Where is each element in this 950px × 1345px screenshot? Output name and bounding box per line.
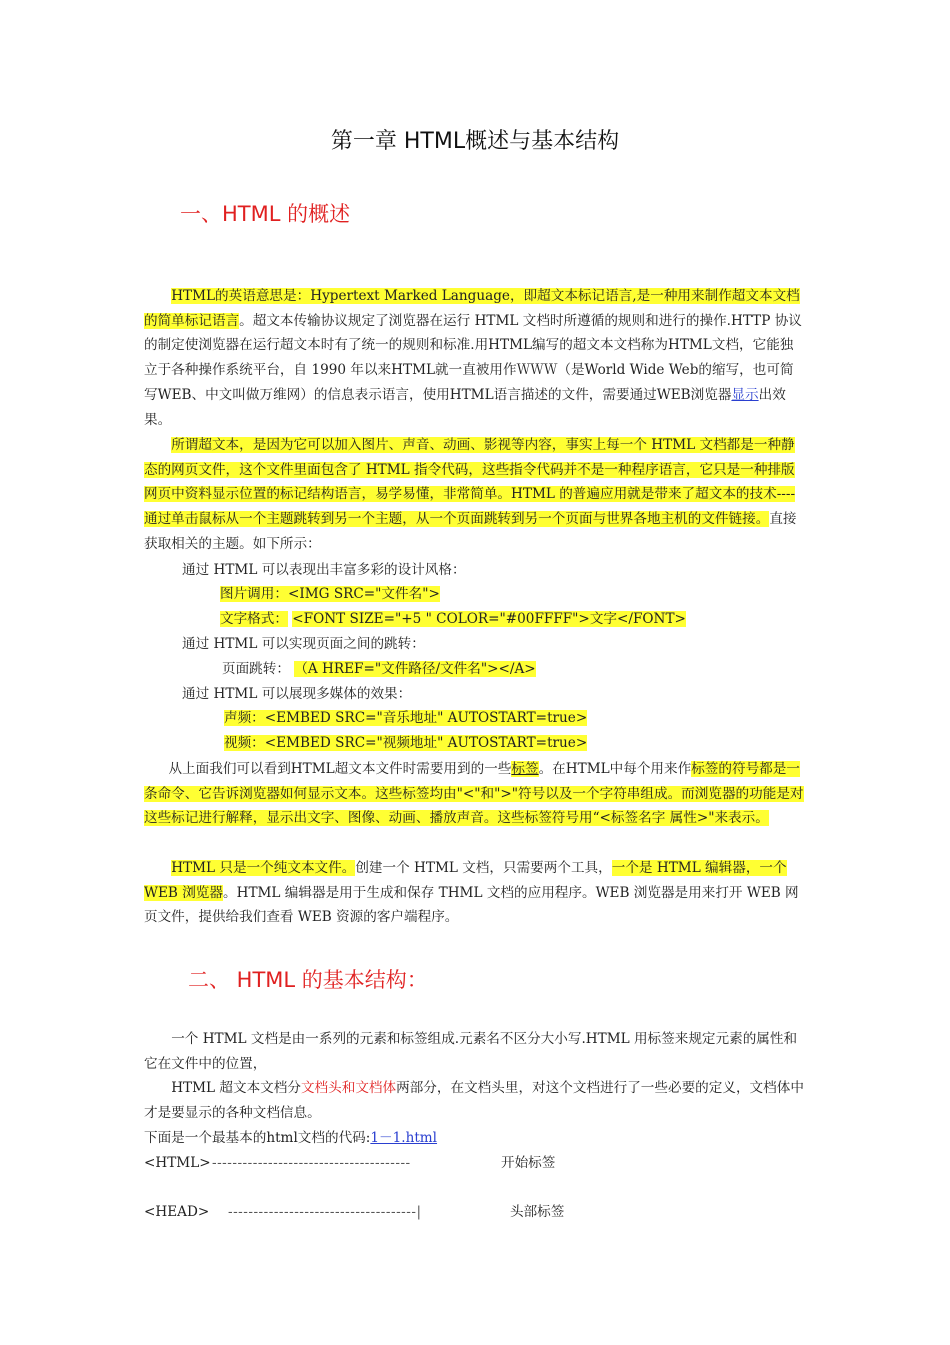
paragraph-text: 创建一个 HTML 文档，只需要两个工具， bbox=[355, 860, 612, 876]
section1-paragraph-3 bbox=[144, 757, 806, 831]
label-text-format: 文字格式： bbox=[220, 611, 288, 627]
link-example-file[interactable]: 1－1.html bbox=[370, 1130, 438, 1146]
paragraph-text: 。超文本传输协议规定了浏览器在运行 HTML 文档时所遵循的规则和进行的操作.HTTP 协议的制定使浏览器在运行超文本时有了统一的规则和标准.用HTML编写的超文本文档称为HTML文档，它能独立于各种操作系统平台，自 1990 年以来HTML就一直被用作ＷＷＷ（是World Wide Web的缩写，也可简写WEB、中文叫做万维网）的信息表示语言，使用HTML语言描述的文件，需要通过WEB浏览器 bbox=[144, 312, 802, 403]
highlight: HTML 只是一个纯文本文件。 bbox=[171, 860, 356, 876]
code-label: 头部标签 bbox=[510, 1204, 565, 1220]
paragraph-text: 两部分，在文档头里，对这个文档进行了一些必要的定义，文档体中才是要显示的各种文档信息。 bbox=[144, 1080, 804, 1121]
paragraph-text: 从上面我们可以看到HTML超文本文件时需要用到的一些 bbox=[168, 761, 512, 777]
section1-paragraph-4 bbox=[144, 856, 806, 930]
code-dash: --------------------------------------- bbox=[212, 1155, 411, 1171]
paragraph-text: HTML 超文本文档分 bbox=[171, 1080, 301, 1096]
list-line-img bbox=[220, 582, 440, 607]
highlight: 一个是 HTML 编辑器，一个 WEB 浏览器 bbox=[144, 860, 787, 901]
list-line-font bbox=[220, 607, 686, 632]
paragraph-text: 直接获取相关的主题。如下所示： bbox=[144, 511, 797, 552]
section2-paragraph-3 bbox=[144, 1126, 437, 1151]
code-href: （A HREF="文件路径/文件名"></A> bbox=[294, 661, 536, 677]
code-dash: -------------------------------------| bbox=[228, 1204, 422, 1220]
code-img: 图片调用：<IMG SRC="文件名"> bbox=[220, 586, 440, 602]
code-tag: <HTML> bbox=[144, 1155, 211, 1171]
code-video: 视频：<EMBED SRC="视频地址" AUTOSTART=true> bbox=[224, 735, 588, 751]
code-font: <FONT SIZE="+5 " COLOR="#00FFFF">文字</FONT> bbox=[292, 611, 686, 627]
list-line-href bbox=[222, 657, 536, 682]
paragraph-text: 下面是一个最基本的html文档的代码: bbox=[144, 1130, 371, 1146]
section1-paragraph-1 bbox=[144, 284, 806, 432]
highlight: 标签的符号都是一条命令、它告诉浏览器如何显示文本。这些标签均由"<"和">"符号以及一个字符串组成。而浏览器的功能是对这些标记进行解释，显示出文字、图像、动画、播放声音。这些标签符号用“<标签名字 属性>"来表示。 bbox=[144, 761, 804, 827]
code-label: 开始标签 bbox=[501, 1155, 556, 1171]
code-line-head bbox=[144, 1200, 565, 1225]
paragraph-text: 。HTML 编辑器是用于生成和保存 THML 文档的应用程序。WEB 浏览器是用来打开 WEB 网页文件，提供给我们查看 WEB 资源的客户端程序。 bbox=[144, 884, 799, 926]
highlight: 所谓超文本，是因为它可以加入图片、声音、动画、影视等内容，事实上每一个 HTML 文档都是一种静态的网页文件，这个文件里面包含了 HTML 指令代码，这些指令代码并不是一种程序语言，它只是一种排版网页中资料显示位置的标记结构语言，易学易懂，非常简单。HTML 的普遍应用就是带来了超文本的技术----通过单击鼠标从一个主题跳转到另一个主题，从一个页面跳转到另一个页面与世界各地主机的文件链接。 bbox=[144, 437, 796, 528]
list-line-audio bbox=[224, 706, 587, 731]
link-display[interactable]: 显示 bbox=[731, 386, 759, 403]
paragraph-text: 。在HTML中每个用来作 bbox=[538, 761, 692, 777]
section2-heading: 二、 HTML 的基本结构： bbox=[188, 968, 428, 992]
red-text: 文档头和文档体 bbox=[300, 1080, 397, 1096]
link-tags[interactable]: 标签 bbox=[511, 761, 539, 777]
code-line-html bbox=[144, 1151, 556, 1176]
section1-paragraph-2 bbox=[144, 433, 806, 557]
section1-heading: 一、HTML 的概述 bbox=[180, 202, 351, 226]
list-line-4: 通过 HTML 可以实现页面之间的跳转： bbox=[182, 636, 425, 652]
section2-paragraph-1: 一个 HTML 文档是由一系列的元素和标签组成.元素名不区分大小写.HTML 用标签来规定元素的属性和它在文件中的位置， bbox=[144, 1031, 798, 1072]
code-tag: <HEAD> bbox=[144, 1204, 210, 1220]
label-page-jump: 页面跳转： bbox=[222, 661, 290, 677]
list-line-video bbox=[224, 731, 587, 756]
list-line-1: 通过 HTML 可以表现出丰富多彩的设计风格： bbox=[182, 562, 466, 578]
page-title: 第一章 HTML概述与基本结构 bbox=[330, 129, 620, 154]
paragraph-text: 出效果。 bbox=[144, 386, 786, 428]
highlight: HTML的英语意思是：Hypertext Marked Language，即超文本标记语言,是一种用来制作超文本文档的简单标记语言 bbox=[144, 288, 800, 329]
list-line-6: 通过 HTML 可以展现多媒体的效果： bbox=[182, 686, 412, 702]
code-audio: 声频：<EMBED SRC="音乐地址" AUTOSTART=true> bbox=[224, 710, 588, 726]
section2-paragraph-2 bbox=[144, 1076, 806, 1125]
